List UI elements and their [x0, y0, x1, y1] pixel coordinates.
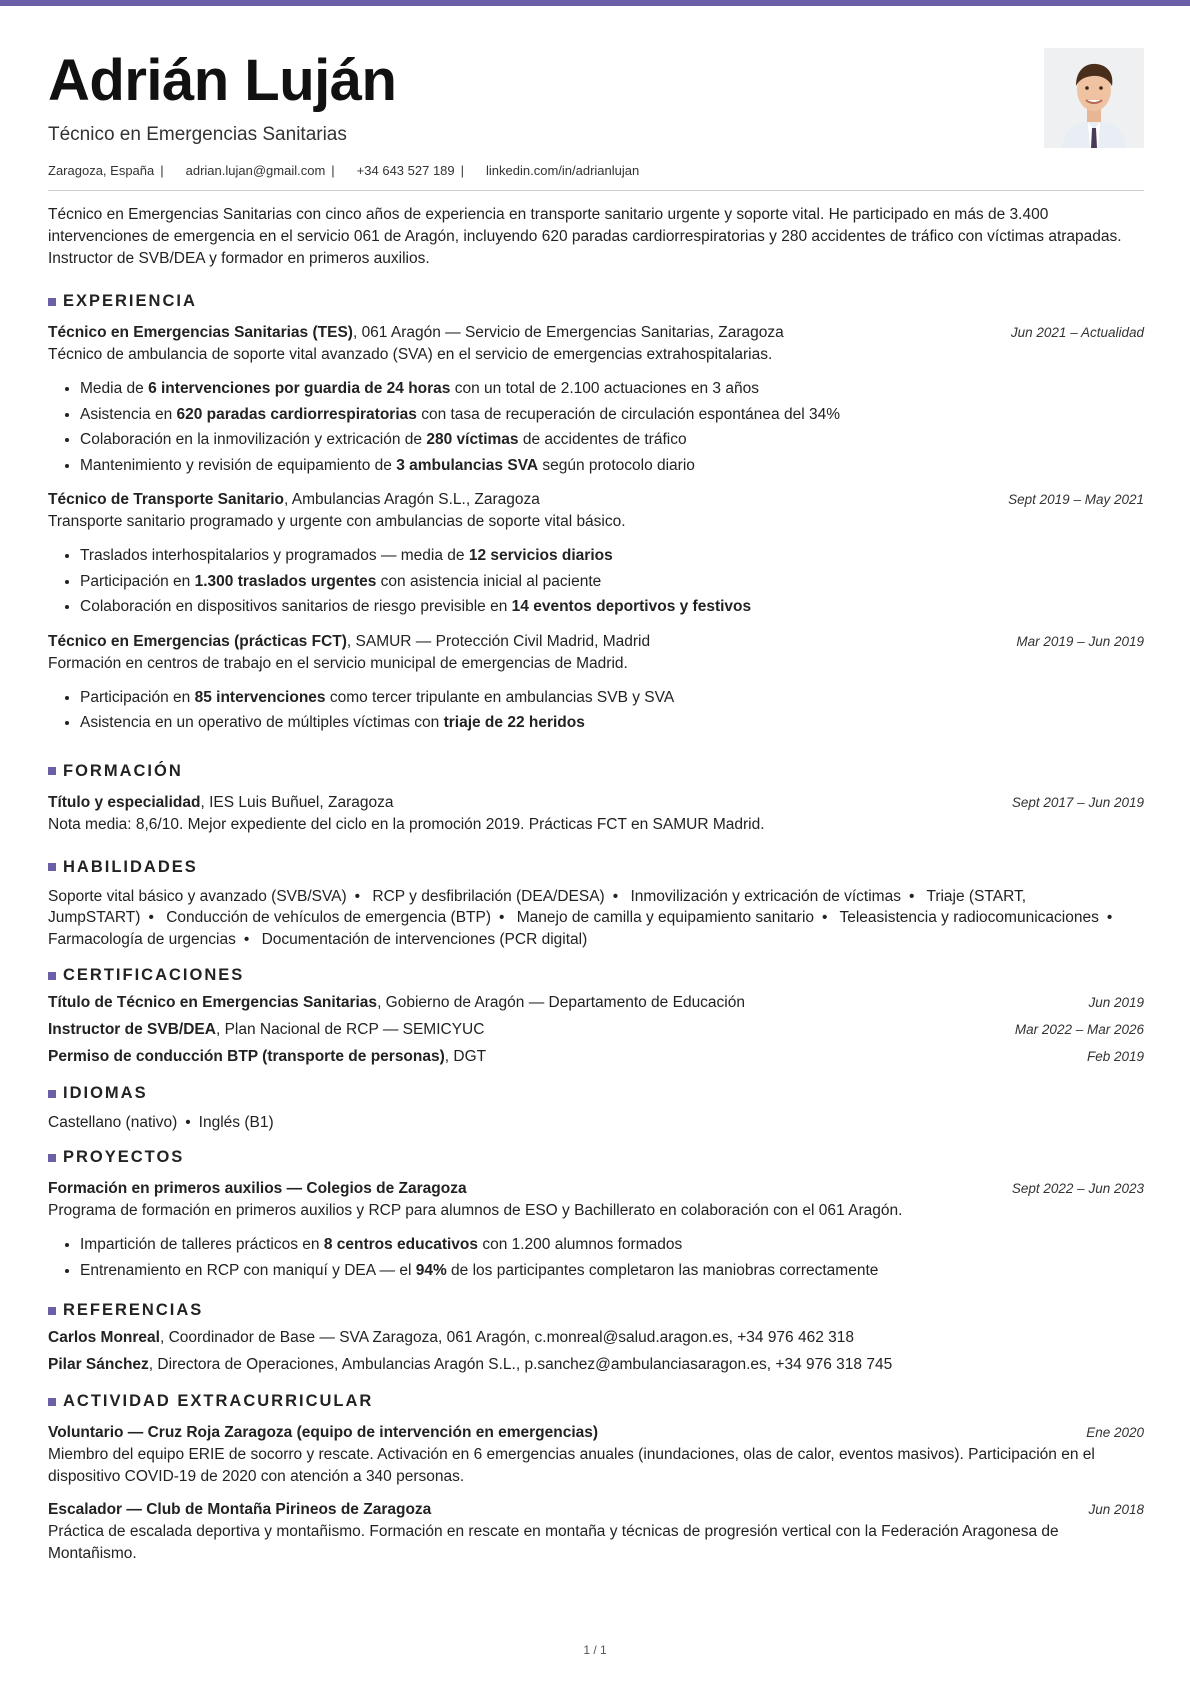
project-description: Programa de formación en primeros auxilios y RCP para alumnos de ESO y Bachillerato en colaboración con el 061 Aragón. — [48, 1202, 903, 1219]
section-marker-icon — [48, 1398, 56, 1406]
job-date: Jun 2021 – Actualidad — [1010, 325, 1144, 340]
contact-phone[interactable]: +34 643 527 189 — [356, 163, 455, 178]
job-date: Mar 2019 – Jun 2019 — [1016, 633, 1144, 649]
contact-separator: | — [331, 163, 335, 178]
activity-name: Voluntario — Cruz Roja Zaragoza (equipo de intervención en emergencias) — [48, 1424, 599, 1441]
profile-photo-image — [1044, 48, 1144, 148]
section-marker-icon — [48, 972, 56, 980]
list-item: • Traslados interhospitalarios y programados — media de 12 servicios diarios — [80, 543, 1144, 569]
list-item: • Colaboración en dispositivos sanitarios de riesgo previsible en 14 eventos deportivos y festivos — [80, 594, 1144, 620]
job-role: Técnico en Emergencias Sanitarias (TES) — [48, 324, 353, 341]
list-item: • Colaboración en la inmovilización y extricación de 280 víctimas de accidentes de tráfico — [80, 427, 1144, 453]
job-org: , 061 Aragón — Servicio de Emergencias Sanitarias, Zaragoza — [352, 324, 784, 341]
page-number: 1 / 1 — [583, 1643, 607, 1657]
education-entry — [48, 792, 1144, 836]
section-marker-icon — [48, 863, 56, 871]
resume-page — [48, 42, 1144, 1565]
section-marker-icon — [48, 1154, 56, 1162]
job-description: Transporte sanitario programado y urgente con ambulancias de soporte vital básico. — [48, 513, 626, 530]
section-extracurricular-title: ACTIVIDAD EXTRACURRICULAR — [48, 1392, 1144, 1411]
candidate-name: Adrián Luján — [48, 48, 397, 113]
list-item: • Asistencia en 620 paradas cardiorrespiratorias con tasa de recuperación de circulación espontánea del 34% — [80, 402, 1144, 428]
list-item: • Impartición de talleres prácticos en 8 centros educativos con 1.200 alumnos formados — [80, 1232, 1144, 1258]
activity-date: Ene 2020 — [1086, 1425, 1144, 1440]
education-date: Sept 2017 – Jun 2019 — [1011, 794, 1144, 810]
project-date: Sept 2022 – Jun 2023 — [1011, 1181, 1144, 1196]
certifications-list — [48, 989, 1144, 1070]
job-org: , SAMUR — Protección Civil Madrid, Madrid — [346, 632, 651, 650]
skill-item: Documentación de intervenciones (PCR digital) — [261, 930, 588, 948]
education-org: , IES Luis Buñuel, Zaragoza — [200, 793, 394, 811]
section-languages-title: IDIOMAS — [48, 1084, 1144, 1103]
activity-name: Escalador — Club de Montaña Pirineos de Zaragoza — [48, 1501, 432, 1518]
experience-entry — [48, 489, 1144, 620]
section-education-title: FORMACIÓN — [48, 762, 1144, 781]
certification-item: Permiso de conducción BTP (transporte de personas), DGT Feb 2019 — [48, 1043, 1144, 1070]
contact-bar — [48, 163, 1144, 191]
section-marker-icon — [48, 1307, 56, 1315]
contact-separator: | — [160, 163, 164, 178]
section-marker-icon — [48, 298, 56, 306]
section-experience-title: EXPERIENCIA — [48, 292, 1144, 311]
section-marker-icon — [48, 767, 56, 775]
languages-list: Castellano (nativo) • Inglés (B1) — [48, 1114, 274, 1131]
activity-date: Jun 2018 — [1088, 1502, 1144, 1517]
section-skills-title: HABILIDADES — [48, 858, 1144, 877]
profile-photo — [1044, 48, 1144, 148]
reference-item: Carlos Monreal, Coordinador de Base — SVA Zaragoza, 061 Aragón, c.monreal@salud.aragon.es, +34 976 462 318 — [48, 1329, 855, 1346]
section-marker-icon — [48, 1090, 56, 1098]
language-item: Castellano (nativo) — [48, 1114, 178, 1131]
skill-item: Farmacología de urgencias — [48, 930, 236, 948]
section-certifications-title: CERTIFICACIONES — [48, 966, 1144, 985]
experience-entry — [48, 322, 1144, 478]
education-description: Nota media: 8,6/10. Mejor expediente del ciclo en la promoción 2019. Prácticas FCT en SAMUR Madrid. — [48, 815, 765, 833]
job-description: Técnico de ambulancia de soporte vital avanzado (SVA) en el servicio de emergencias extrahospitalarias. — [48, 346, 773, 363]
list-item: • Media de 6 intervenciones por guardia de 24 horas con un total de 2.100 actuaciones en 3 años — [80, 376, 1144, 402]
skill-item: Inmovilización y extricación de víctimas — [630, 887, 901, 905]
job-achievements — [48, 543, 1144, 620]
skill-item: Triaje (START, JumpSTART) — [48, 887, 1027, 926]
project-name: Formación en primeros auxilios — Colegios de Zaragoza — [48, 1180, 467, 1197]
list-item: • Participación en 85 intervenciones como tercer tripulante en ambulancias SVB y SVA — [80, 685, 1144, 711]
skill-item: Manejo de camilla y equipamiento sanitario — [516, 909, 815, 926]
skill-item: RCP y desfibrilación (DEA/DESA) — [372, 887, 605, 905]
accent-top-bar — [0, 0, 1190, 6]
activity-description: Miembro del equipo ERIE de socorro y rescate. Activación en 6 emergencias anuales (inundaciones, olas de calor, eventos masivos). Participación en el dispositivo COVID-19 de 2020 con atención a 340 personas. — [48, 1446, 1095, 1485]
project-achievements — [48, 1232, 1144, 1283]
skill-item: Soporte vital básico y avanzado (SVB/SVA) — [48, 887, 347, 905]
contact-email[interactable]: adrian.lujan@gmail.com — [185, 163, 326, 178]
contact-linkedin[interactable]: linkedin.com/in/adrianlujan — [486, 163, 640, 178]
project-entry — [48, 1178, 1144, 1283]
education-degree: Título y especialidad — [48, 793, 201, 811]
job-achievements — [48, 376, 1144, 478]
certification-date: Feb 2019 — [1086, 1049, 1144, 1064]
job-description: Formación en centros de trabajo en el servicio municipal de emergencias de Madrid. — [48, 654, 628, 672]
job-date: Sept 2019 – May 2021 — [1008, 492, 1144, 507]
section-projects-title: PROYECTOS — [48, 1148, 1144, 1167]
certification-item: Instructor de SVB/DEA, Plan Nacional de RCP — SEMICYUC Mar 2022 – Mar 2026 — [48, 1016, 1144, 1043]
job-achievements — [48, 685, 1144, 736]
references-list — [48, 1324, 1144, 1378]
candidate-title: Técnico en Emergencias Sanitarias — [48, 124, 347, 145]
skill-item: Conducción de vehículos de emergencia (BTP) — [166, 909, 492, 926]
contact-separator: | — [460, 163, 465, 178]
job-role: Técnico de Transporte Sanitario — [48, 491, 285, 508]
language-item: Inglés (B1) — [198, 1114, 274, 1131]
certification-item: Título de Técnico en Emergencias Sanitarias, Gobierno de Aragón — Departamento de Educación Jun 2019 — [48, 989, 1144, 1016]
skill-item: Teleasistencia y radiocomunicaciones — [839, 909, 1099, 926]
extracurricular-entry — [48, 1422, 1144, 1488]
certification-date: Jun 2019 — [1088, 995, 1144, 1010]
professional-summary: Técnico en Emergencias Sanitarias con cinco años de experiencia en transporte sanitario urgente y soporte vital. He participado en más de 3.400 intervenciones de emergencia en el servicio 061 de Aragón, incluyendo 620 paradas cardiorrespiratorias y 280 accidentes de tráfico con víctimas atrapadas. Instructor de SVB/DEA y formador en primeros auxilios. — [48, 206, 1122, 267]
list-item: • Asistencia en un operativo de múltiples víctimas con triaje de 22 heridos — [80, 710, 1144, 736]
job-org: , Ambulancias Aragón S.L., Zaragoza — [284, 491, 540, 508]
skills-list: Soporte vital básico y avanzado (SVB/SVA) • RCP y desfibrilación (DEA/DESA) • Inmovilización y extricación de víctimas • Triaje (START, JumpSTART) • Conducción de vehículos de emergencia (BTP) • Manejo de camilla y equipamiento sanitario • Teleasistencia y radiocomunicaciones • Farmacología de urgencias • Documentación de intervenciones (PCR digital) — [48, 887, 1113, 948]
certification-date: Mar 2022 – Mar 2026 — [1014, 1022, 1144, 1037]
experience-entry — [48, 631, 1144, 736]
list-item: • Entrenamiento en RCP con maniquí y DEA — el 94% de los participantes completaron las maniobras correctamente — [80, 1258, 1144, 1284]
extracurricular-entry — [48, 1499, 1144, 1565]
contact-location: Zaragoza, España — [48, 163, 155, 178]
list-item: • Participación en 1.300 traslados urgentes con asistencia inicial al paciente — [80, 569, 1144, 595]
job-role: Técnico en Emergencias (prácticas FCT) — [48, 632, 347, 650]
section-references-title: REFERENCIAS — [48, 1301, 1144, 1320]
reference-item: Pilar Sánchez, Directora de Operaciones, Ambulancias Aragón S.L., p.sanchez@ambulanciasaragon.es, +34 976 318 745 — [48, 1356, 893, 1373]
list-item: • Mantenimiento y revisión de equipamiento de 3 ambulancias SVA según protocolo diario — [80, 453, 1144, 479]
activity-description: Práctica de escalada deportiva y montañismo. Formación en rescate en montaña y técnicas de progresión vertical con la Federación Aragonesa de Montañismo. — [48, 1523, 1059, 1562]
